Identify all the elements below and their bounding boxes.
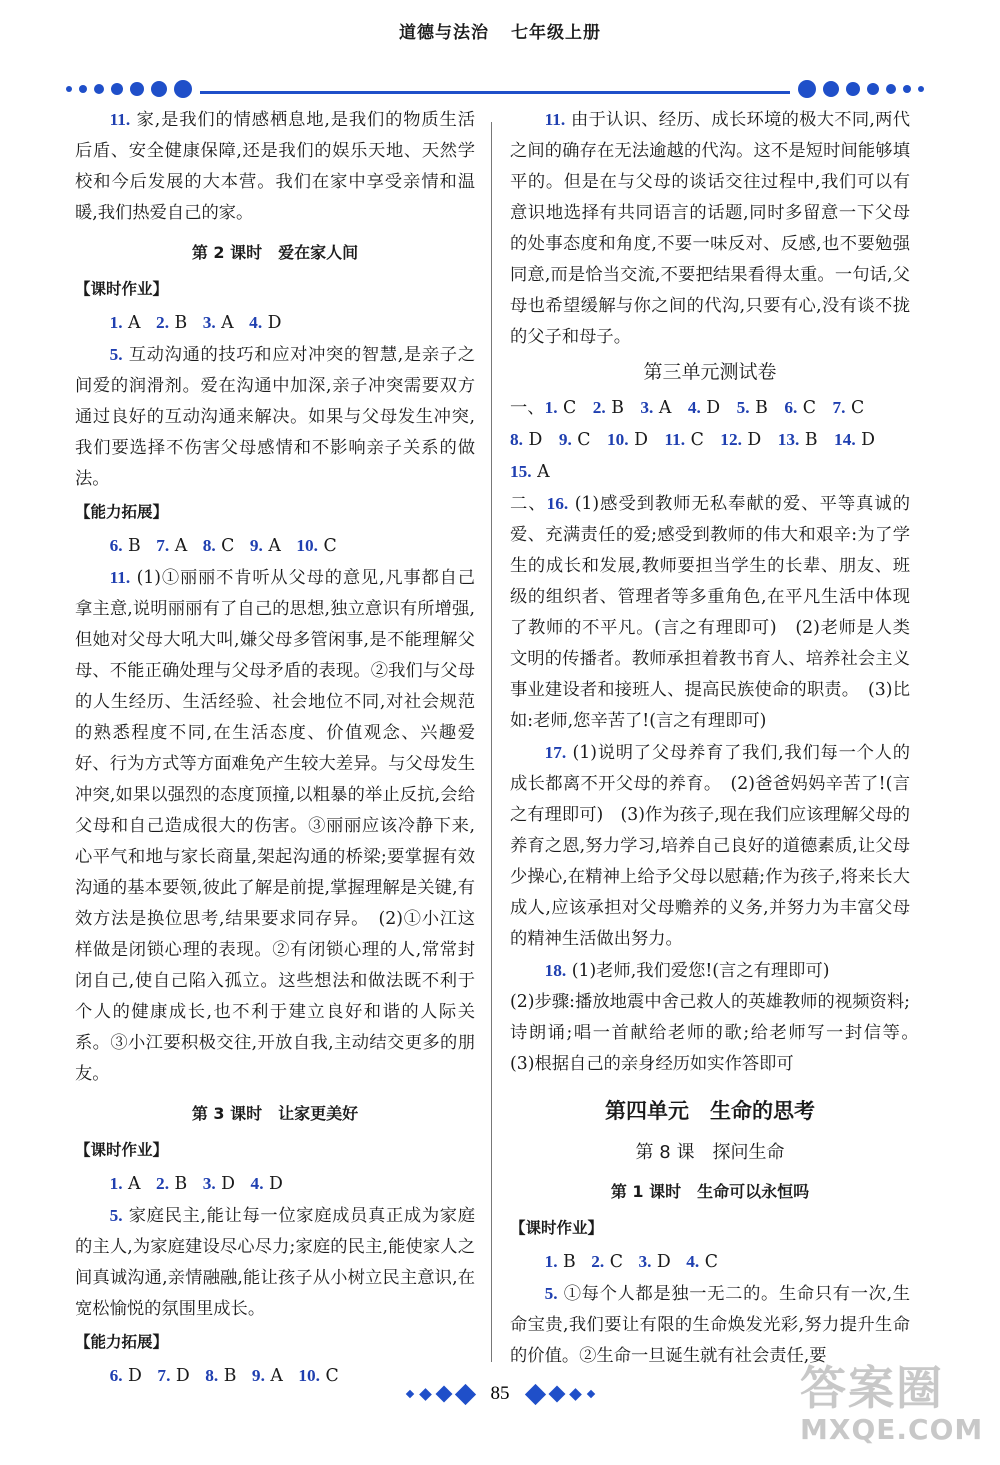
question-number: 6.	[784, 398, 798, 417]
lesson-subtitle: 第 1 课时 生命可以永恒吗	[610, 1182, 810, 1201]
answer-choice: A	[264, 1366, 283, 1386]
question-number: 1.	[544, 398, 558, 417]
answer-choice: D	[855, 430, 876, 450]
question-number: 5.	[544, 1284, 558, 1303]
answer-choice: C	[699, 1252, 718, 1272]
answer-choice: B	[749, 398, 768, 418]
dot-icon	[66, 86, 72, 92]
answer-choice: A	[122, 1174, 141, 1194]
question-number: 3.	[640, 398, 654, 417]
question-number: 1.	[109, 313, 123, 332]
question-number: 15.	[510, 462, 532, 481]
dot-icon	[823, 81, 839, 97]
answer-choice: D	[651, 1252, 671, 1272]
question-number: 18.	[544, 961, 567, 980]
question-number: 9.	[249, 536, 263, 555]
question-number: 10.	[606, 430, 629, 449]
answer-paragraph	[510, 1278, 910, 1372]
answer-choice: D	[522, 430, 543, 450]
answer-row	[510, 424, 910, 456]
header-title	[0, 18, 1000, 43]
question-number: 4.	[250, 1174, 264, 1193]
question-number: 5.	[109, 1206, 123, 1225]
question-number: 10.	[296, 536, 318, 555]
question-number: 17.	[544, 743, 567, 762]
left-column	[75, 104, 475, 1392]
answer-paragraph	[510, 987, 928, 1080]
answer-text: (1)老师,我们爱您!(言之有理即可)	[571, 961, 830, 981]
question-number: 11.	[109, 110, 131, 129]
question-number: 11.	[109, 568, 131, 587]
watermark-logo	[800, 1362, 990, 1457]
answer-choice: D	[215, 1174, 236, 1194]
answer-choice: B	[557, 1252, 576, 1272]
answer-choice: D	[741, 430, 762, 450]
answer-choice: D	[262, 313, 282, 333]
answer-choice: B	[605, 398, 624, 418]
answer-choice: A	[653, 398, 672, 418]
dot-icon	[903, 85, 911, 93]
question-number: 1.	[109, 1174, 123, 1193]
answer-choice: C	[319, 1366, 339, 1386]
header-dots-right	[798, 80, 924, 98]
section-prefix: 一、	[510, 398, 545, 418]
lesson-title: 第 8 课 探问生命	[635, 1142, 785, 1163]
answer-choice: D	[628, 430, 648, 450]
question-number: 5.	[736, 398, 750, 417]
diamond-icon	[454, 1383, 475, 1404]
answer-paragraph	[75, 1200, 475, 1325]
question-number: 11.	[544, 110, 566, 129]
header-rule	[200, 91, 790, 94]
question-number: 2.	[156, 313, 170, 332]
answer-choice: B	[218, 1366, 237, 1386]
answer-text: (1)感受到教师无私奉献的爱、平等真诚的爱、充满责任的爱;感受到教师的伟大和艰辛:为了学生的成长和发展,教师要担当学生的长辈、朋友、班级的组织者、管理者等多重角色,在平凡生活中体现了教师的不平凡。(言之有理即可) (2)老师是人类文明的传播者。教师承担着教书育人、培养社会主义事业建设者和接班人、提高民族使命的职责。 (3)比如:老师,您辛苦了!(言之有理即可)	[510, 494, 910, 731]
answer-choice: B	[169, 313, 188, 333]
question-number: 10.	[298, 1366, 320, 1385]
answer-choice: C	[685, 430, 704, 450]
answer-choice: B	[169, 1174, 188, 1194]
answer-text: (1)说明了父母养育了我们,我们每一个人的成长都离不开父母的养育。 (2)爸爸妈妈辛苦了!(言之有理即可) (3)作为孩子,现在我们应该理解父母的养育之恩,努力学习,培养自己良好的道德素质,让父母少操心,在精神上给予父母以慰藉;作为孩子,将来长大成人,应该承担对父母赡养的义务,并努力为丰富父母的精神生活做出努力。	[510, 743, 910, 949]
question-number: 11.	[664, 430, 686, 449]
answer-text: 家庭民主,能让每一位家庭成员真正成为家庭的主人,为家庭建设尽心尽力;家庭的民主,能使家人之间真诚沟通,亲情融融,能让孩子从小树立民主意识,在宽松愉悦的氛围里成长。	[75, 1206, 475, 1319]
answer-choice: A	[169, 536, 188, 556]
section-tag: 【能力拓展】	[75, 503, 169, 521]
diamond-icon	[569, 1388, 582, 1401]
section-tag: 【课时作业】	[510, 1219, 604, 1237]
answer-choice: C	[557, 398, 577, 418]
dot-icon	[111, 83, 123, 95]
answer-row	[75, 530, 475, 562]
diamond-icon	[524, 1383, 545, 1404]
lesson-title: 第 2 课时 爱在家人间	[191, 243, 359, 262]
answer-row	[75, 307, 475, 339]
answer-text: 互动沟通的技巧和应对冲突的智慧,是亲子之间爱的润滑剂。爱在沟通中加深,亲子冲突需要双方通过良好的互动沟通来解决。如果与父母发生冲突,我们要选择不伤害父母感情和不影响亲子关系的做法。	[75, 345, 475, 489]
dot-icon	[151, 81, 167, 97]
unit-test-title: 第三单元测试卷	[643, 361, 777, 383]
answer-paragraph	[75, 104, 475, 229]
lesson-title: 第 3 课时 让家更美好	[191, 1104, 359, 1123]
watermark-url: MXQE.COM	[800, 1413, 984, 1446]
answer-paragraph	[510, 488, 910, 737]
answer-paragraph	[75, 339, 475, 495]
answer-choice: C	[604, 1252, 623, 1272]
answer-paragraph	[510, 104, 910, 353]
question-number: 5.	[109, 345, 123, 364]
answer-paragraph	[510, 737, 910, 955]
answer-text: (2)步骤:播放地震中舍己救人的英雄教师的视频资料;诗朗诵;唱一首献给老师的歌;给老师写一封信等。 (3)根据自己的亲身经历如实作答即可	[510, 992, 928, 1074]
question-number: 4.	[249, 313, 263, 332]
diamond-icon	[548, 1386, 565, 1403]
question-number: 7.	[157, 1366, 171, 1385]
answer-choice: C	[317, 536, 337, 556]
question-number: 14.	[834, 430, 856, 449]
diamond-icon	[405, 1390, 413, 1398]
question-number: 12.	[720, 430, 742, 449]
question-number: 13.	[777, 430, 800, 449]
right-column	[510, 104, 928, 1372]
answer-text: ①每个人都是独一无二的。生命只有一次,生命宝贵,我们要让有限的生命焕发光彩,努力提升生命的价值。②生命一旦诞生就有社会责任,要	[510, 1284, 910, 1366]
answer-choice: B	[122, 536, 141, 556]
page-number: 85	[490, 1383, 510, 1404]
question-number: 8.	[510, 430, 523, 449]
answer-paragraph	[510, 955, 910, 987]
question-number: 8.	[202, 536, 216, 555]
answer-text: 家,是我们的情感栖息地,是我们的物质生活后盾、安全健康保障,还是我们的娱乐天地、天然学校和今后发展的大本营。我们在家中享受亲情和温暖,我们热爱自己的家。	[75, 110, 475, 223]
answer-choice: A	[531, 462, 550, 482]
answer-choice: D	[700, 398, 721, 418]
dot-icon	[886, 84, 896, 94]
answer-text: (1)①丽丽不肯听从父母的意见,凡事都自己拿主意,说明丽丽有了自己的思想,独立意识有所增强,但她对父母大吼大叫,嫌父母多管闲事,是不能理解父母、不能正确处理与父母矛盾的表现。②我们与父母的人生经历、生活经验、社会地位不同,对社会规范的熟悉程度不同,在生活态度、价值观念、兴趣爱好、行为方式等方面难免产生较大差异。与父母发生冲突,如果以强烈的态度顶撞,以粗暴的举止反抗,会给父母和自己造成很大的伤害。③丽丽应该冷静下来,心平气和地与家长商量,架起沟通的桥梁;要掌握有效沟通的基本要领,彼此了解是前提,掌握理解是关键,有效方法是换位思考,结果要求同存异。 (2)①小江这样做是闭锁心理的表现。②有闭锁心理的人,常常封闭自己,使自己陷入孤立。这些想法和做法既不利于个人的健康成长,也不利于建立良好和谐的人际关系。③小江要积极交往,开放自我,主动结交更多的朋友。	[75, 568, 475, 1084]
unit-title: 第四单元 生命的思考	[605, 1099, 815, 1123]
answer-choice: A	[215, 313, 234, 333]
question-number: 7.	[832, 398, 846, 417]
answer-row	[75, 1168, 475, 1200]
dot-icon	[174, 80, 192, 98]
question-number: 3.	[202, 313, 216, 332]
question-number: 2.	[156, 1174, 170, 1193]
section-prefix: 二、	[510, 494, 547, 514]
diamond-icon	[419, 1388, 432, 1401]
answer-choice: A	[262, 536, 281, 556]
answer-choice: D	[263, 1174, 283, 1194]
answer-choice: C	[215, 536, 235, 556]
answer-choice: A	[122, 313, 141, 333]
question-number: 8.	[205, 1366, 219, 1385]
question-number: 9.	[558, 430, 572, 449]
dot-icon	[846, 82, 860, 96]
answer-choice: C	[845, 398, 865, 418]
section-tag: 【课时作业】	[75, 280, 169, 298]
dot-icon	[130, 82, 144, 96]
header-dots-left	[66, 80, 192, 98]
diamond-icon	[435, 1386, 452, 1403]
column-divider	[491, 122, 492, 1362]
answer-choice: D	[122, 1366, 142, 1386]
subject-label: 道德与法治	[399, 23, 489, 43]
grade-label: 七年级上册	[511, 23, 601, 43]
question-number: 2.	[591, 1252, 605, 1271]
question-number: 6.	[109, 536, 123, 555]
page-header	[0, 0, 1000, 110]
question-number: 4.	[687, 398, 701, 417]
section-tag: 【能力拓展】	[75, 1333, 169, 1351]
question-number: 1.	[544, 1252, 558, 1271]
watermark-text: 答案圈	[800, 1361, 944, 1415]
question-number: 2.	[592, 398, 606, 417]
section-tag: 【课时作业】	[75, 1141, 169, 1159]
question-number: 4.	[686, 1252, 700, 1271]
answer-row	[510, 392, 910, 424]
answer-row	[510, 1246, 910, 1278]
answer-choice: D	[170, 1366, 190, 1386]
dot-icon	[798, 80, 816, 98]
dot-icon	[918, 86, 924, 92]
dot-icon	[867, 83, 879, 95]
answer-row	[510, 456, 910, 488]
dot-icon	[94, 84, 104, 94]
answer-choice: B	[799, 430, 818, 450]
question-number: 9.	[251, 1366, 265, 1385]
answer-choice: C	[571, 430, 591, 450]
answer-paragraph	[75, 562, 475, 1090]
dot-icon	[79, 85, 87, 93]
answer-text: 由于认识、经历、成长环境的极大不同,两代之间的确存在无法逾越的代沟。这不是短时间能够填平的。但是在与父母的谈话交往过程中,我们可以有意识地选择有共同语言的话题,同时多留意一下父母的处事态度和角度,不要一味反对、反感,也不要勉强同意,而是恰当交流,不要把结果看得太重。一句话,父母也希望缓解与你之间的代沟,只要有心,没有谈不拢的父子和母子。	[510, 110, 910, 347]
question-number: 6.	[109, 1366, 123, 1385]
diamond-icon	[586, 1390, 594, 1398]
question-number: 7.	[156, 536, 170, 555]
question-number: 16.	[546, 494, 569, 513]
answer-choice: C	[797, 398, 816, 418]
question-number: 3.	[202, 1174, 216, 1193]
question-number: 3.	[638, 1252, 652, 1271]
